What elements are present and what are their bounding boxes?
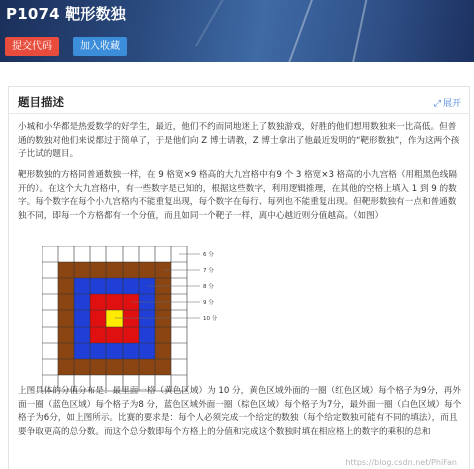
expand-label: 展开 bbox=[442, 99, 461, 109]
page-title: P1074 靶形数独 bbox=[6, 5, 126, 23]
add-favorite-button[interactable]: 加入收藏 bbox=[73, 37, 127, 56]
description-paragraph-2: 靶形数独的方格同普通数独一样，在 9 格宽×9 格高的大九宫格中有9 个 3 格宽×3 格高的小九宫格（用粗黑色线隔开的）。在这个大九宫格中，有一些数字是已知的，根据这些数字，利用逻辑推理，在其他的空格上填入 1 到 9 的数字。每个数字在每个小九宫格内不能重复出现，每个数字在每行、每列也不能重复出现。但靶形数独有一点和普通数独不同，即每一个方格都有一个分值，而且如同一个靶子一样，离中心越近则分值越高。（如图） bbox=[18, 170, 457, 221]
watermark: https://blog.csdn.net/PhiFan bbox=[345, 458, 457, 467]
divider bbox=[9, 113, 469, 114]
expand-icon: ⤢ bbox=[433, 99, 441, 109]
label-9: 9 分 bbox=[203, 300, 214, 306]
section-title: 题目描述 bbox=[18, 95, 64, 109]
submit-code-button[interactable]: 提交代码 bbox=[5, 37, 59, 56]
description-panel bbox=[8, 86, 470, 469]
label-6: 6 分 bbox=[203, 252, 214, 258]
description-paragraph-3: 上图具体的分值分布是：最里面一格（黄色区域）为 10 分，黄色区域外面的一圈（红色区域）每个格子为9分，再外面一圈（蓝色区域）每个格子为8 分，蓝色区域外面一圈（棕色区域）每个格子为7分，最外面一圈（白色区域）每个格子为6分，如上图所示。比赛的要求是：每个人必须完成一个给定的数独（每个给定数独可能有不同的填法），而且要争取更高的总分数。而这个总分数即每个方格上的分值和完成这个数独时填在相应格上的数字的乘积的总和 bbox=[18, 386, 462, 437]
zone-10 bbox=[106, 310, 123, 327]
description-paragraph-1: 小城和小华都是热爱数学的好学生，最近，他们不约而同地迷上了数独游戏，好胜的他们想用数独来一比高低。但普通的数独对他们来说都过于简单了，于是他们向 Z 博士请教，Z 博士拿出了他最近发明的“靶形数独”，作为这两个孩子比试的题目。 bbox=[18, 122, 460, 159]
label-8: 8 分 bbox=[203, 284, 214, 290]
label-7: 7 分 bbox=[203, 268, 214, 274]
expand-link[interactable] bbox=[434, 96, 461, 109]
label-10: 10 分 bbox=[203, 316, 218, 322]
problem-header bbox=[0, 0, 474, 62]
